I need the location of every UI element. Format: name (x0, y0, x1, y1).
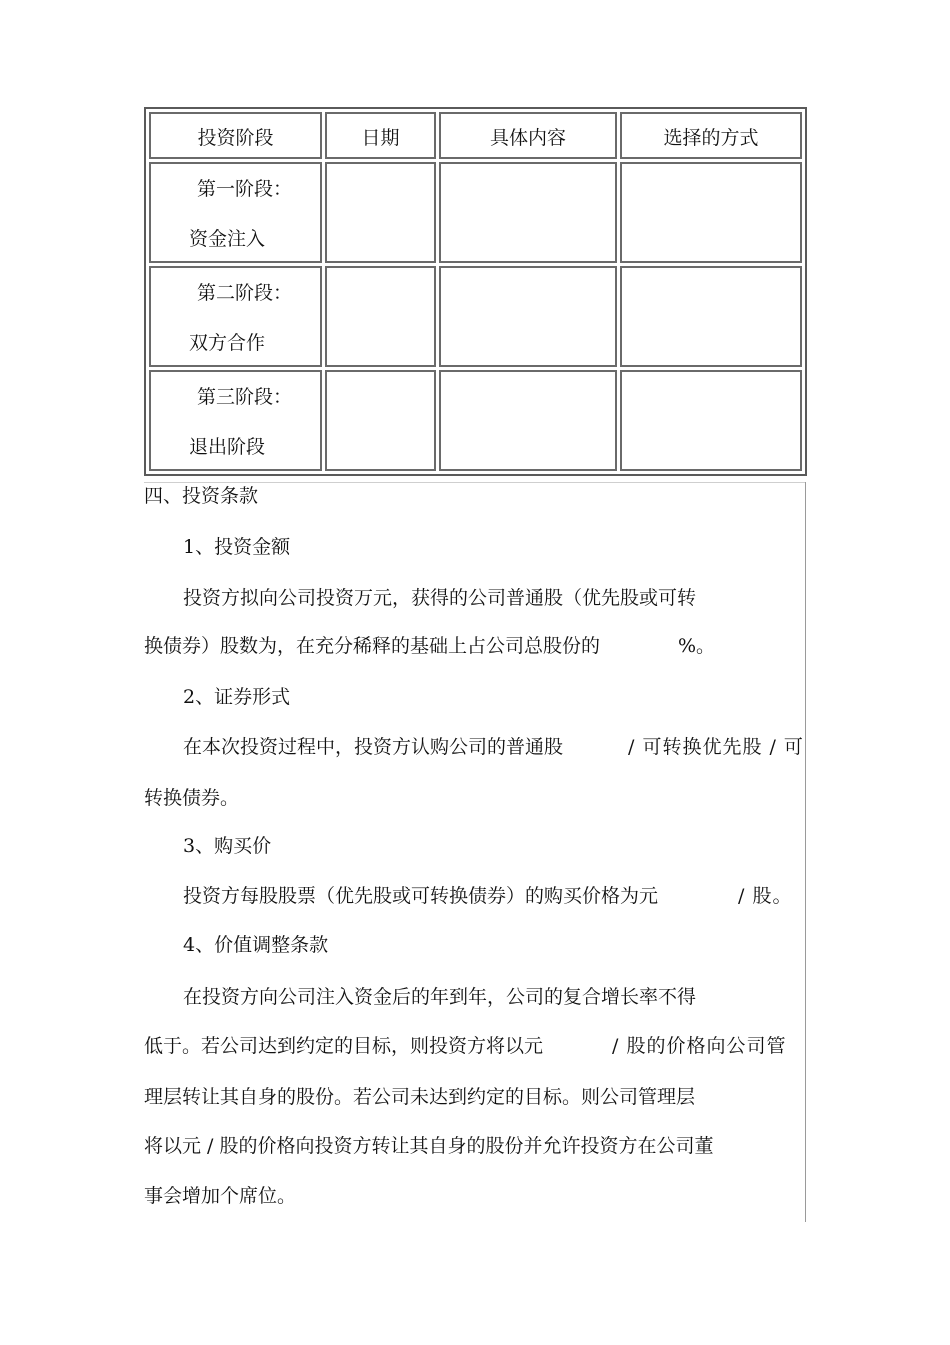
header-content: 具体内容 (439, 112, 617, 159)
paragraph-line: 事会增加个席位。 (144, 1185, 297, 1207)
paragraph-line: 投资方每股股票（优先股或可转换债券）的购买价格为元 (183, 885, 659, 907)
paragraph-line: 投资方拟向公司投资万元，获得的公司普通股（优先股或可转 (183, 587, 697, 609)
method-cell (620, 370, 802, 471)
paragraph-line: 换债券）股数为，在充分稀释的基础上占公司总股份的 (144, 635, 601, 657)
method-cell (620, 162, 802, 263)
paragraph-line: %。 (678, 635, 716, 657)
header-method: 选择的方式 (620, 112, 802, 159)
clause-title: 2、证券形式 (183, 686, 291, 708)
stage-cell (149, 370, 322, 471)
text-frame-top-border (144, 482, 806, 483)
paragraph-line: 在本次投资过程中，投资方认购公司的普通股 (183, 736, 564, 758)
table-row (149, 266, 802, 367)
date-cell (325, 266, 436, 367)
stage-cell (149, 266, 322, 367)
paragraph-line: 将以元 / 股的价格向投资方转让其自身的股份并允许投资方在公司董 (144, 1135, 714, 1157)
stage-label: 第三阶段： (197, 386, 293, 408)
header-stage: 投资阶段 (149, 112, 322, 159)
stage-label: 第二阶段： (197, 282, 293, 304)
paragraph-line: 在投资方向公司注入资金后的年到年，公司的复合增长率不得 (183, 986, 697, 1008)
investment-stage-table (144, 107, 807, 476)
clause-title: 4、价值调整条款 (183, 934, 329, 956)
content-cell (439, 266, 617, 367)
clause-title: 1、投资金额 (183, 536, 291, 558)
content-cell (439, 162, 617, 263)
paragraph-line: / 股。 (738, 885, 793, 907)
paragraph-line: 转换债券。 (144, 787, 240, 809)
table-header-row (149, 112, 802, 159)
paragraph-line: / 股的价格向公司管 (612, 1035, 787, 1057)
stage-description: 退出阶段 (189, 436, 266, 458)
header-date: 日期 (325, 112, 436, 159)
date-cell (325, 370, 436, 471)
text-frame-right-border (805, 482, 806, 1222)
stage-description: 资金注入 (189, 228, 266, 250)
paragraph-line: 理层转让其自身的股份。若公司未达到约定的目标。则公司管理层 (144, 1086, 696, 1108)
stage-label: 第一阶段： (197, 178, 293, 200)
table-row (149, 162, 802, 263)
paragraph-line: / 可转换优先股 / 可 (628, 736, 804, 758)
table-row (149, 370, 802, 471)
method-cell (620, 266, 802, 367)
paragraph-line: 低于。若公司达到约定的目标，则投资方将以元 (144, 1035, 544, 1057)
date-cell (325, 162, 436, 263)
stage-cell (149, 162, 322, 263)
section-heading: 四、投资条款 (144, 485, 259, 507)
clause-title: 3、购买价 (183, 835, 272, 857)
content-cell (439, 370, 617, 471)
stage-description: 双方合作 (189, 332, 266, 354)
